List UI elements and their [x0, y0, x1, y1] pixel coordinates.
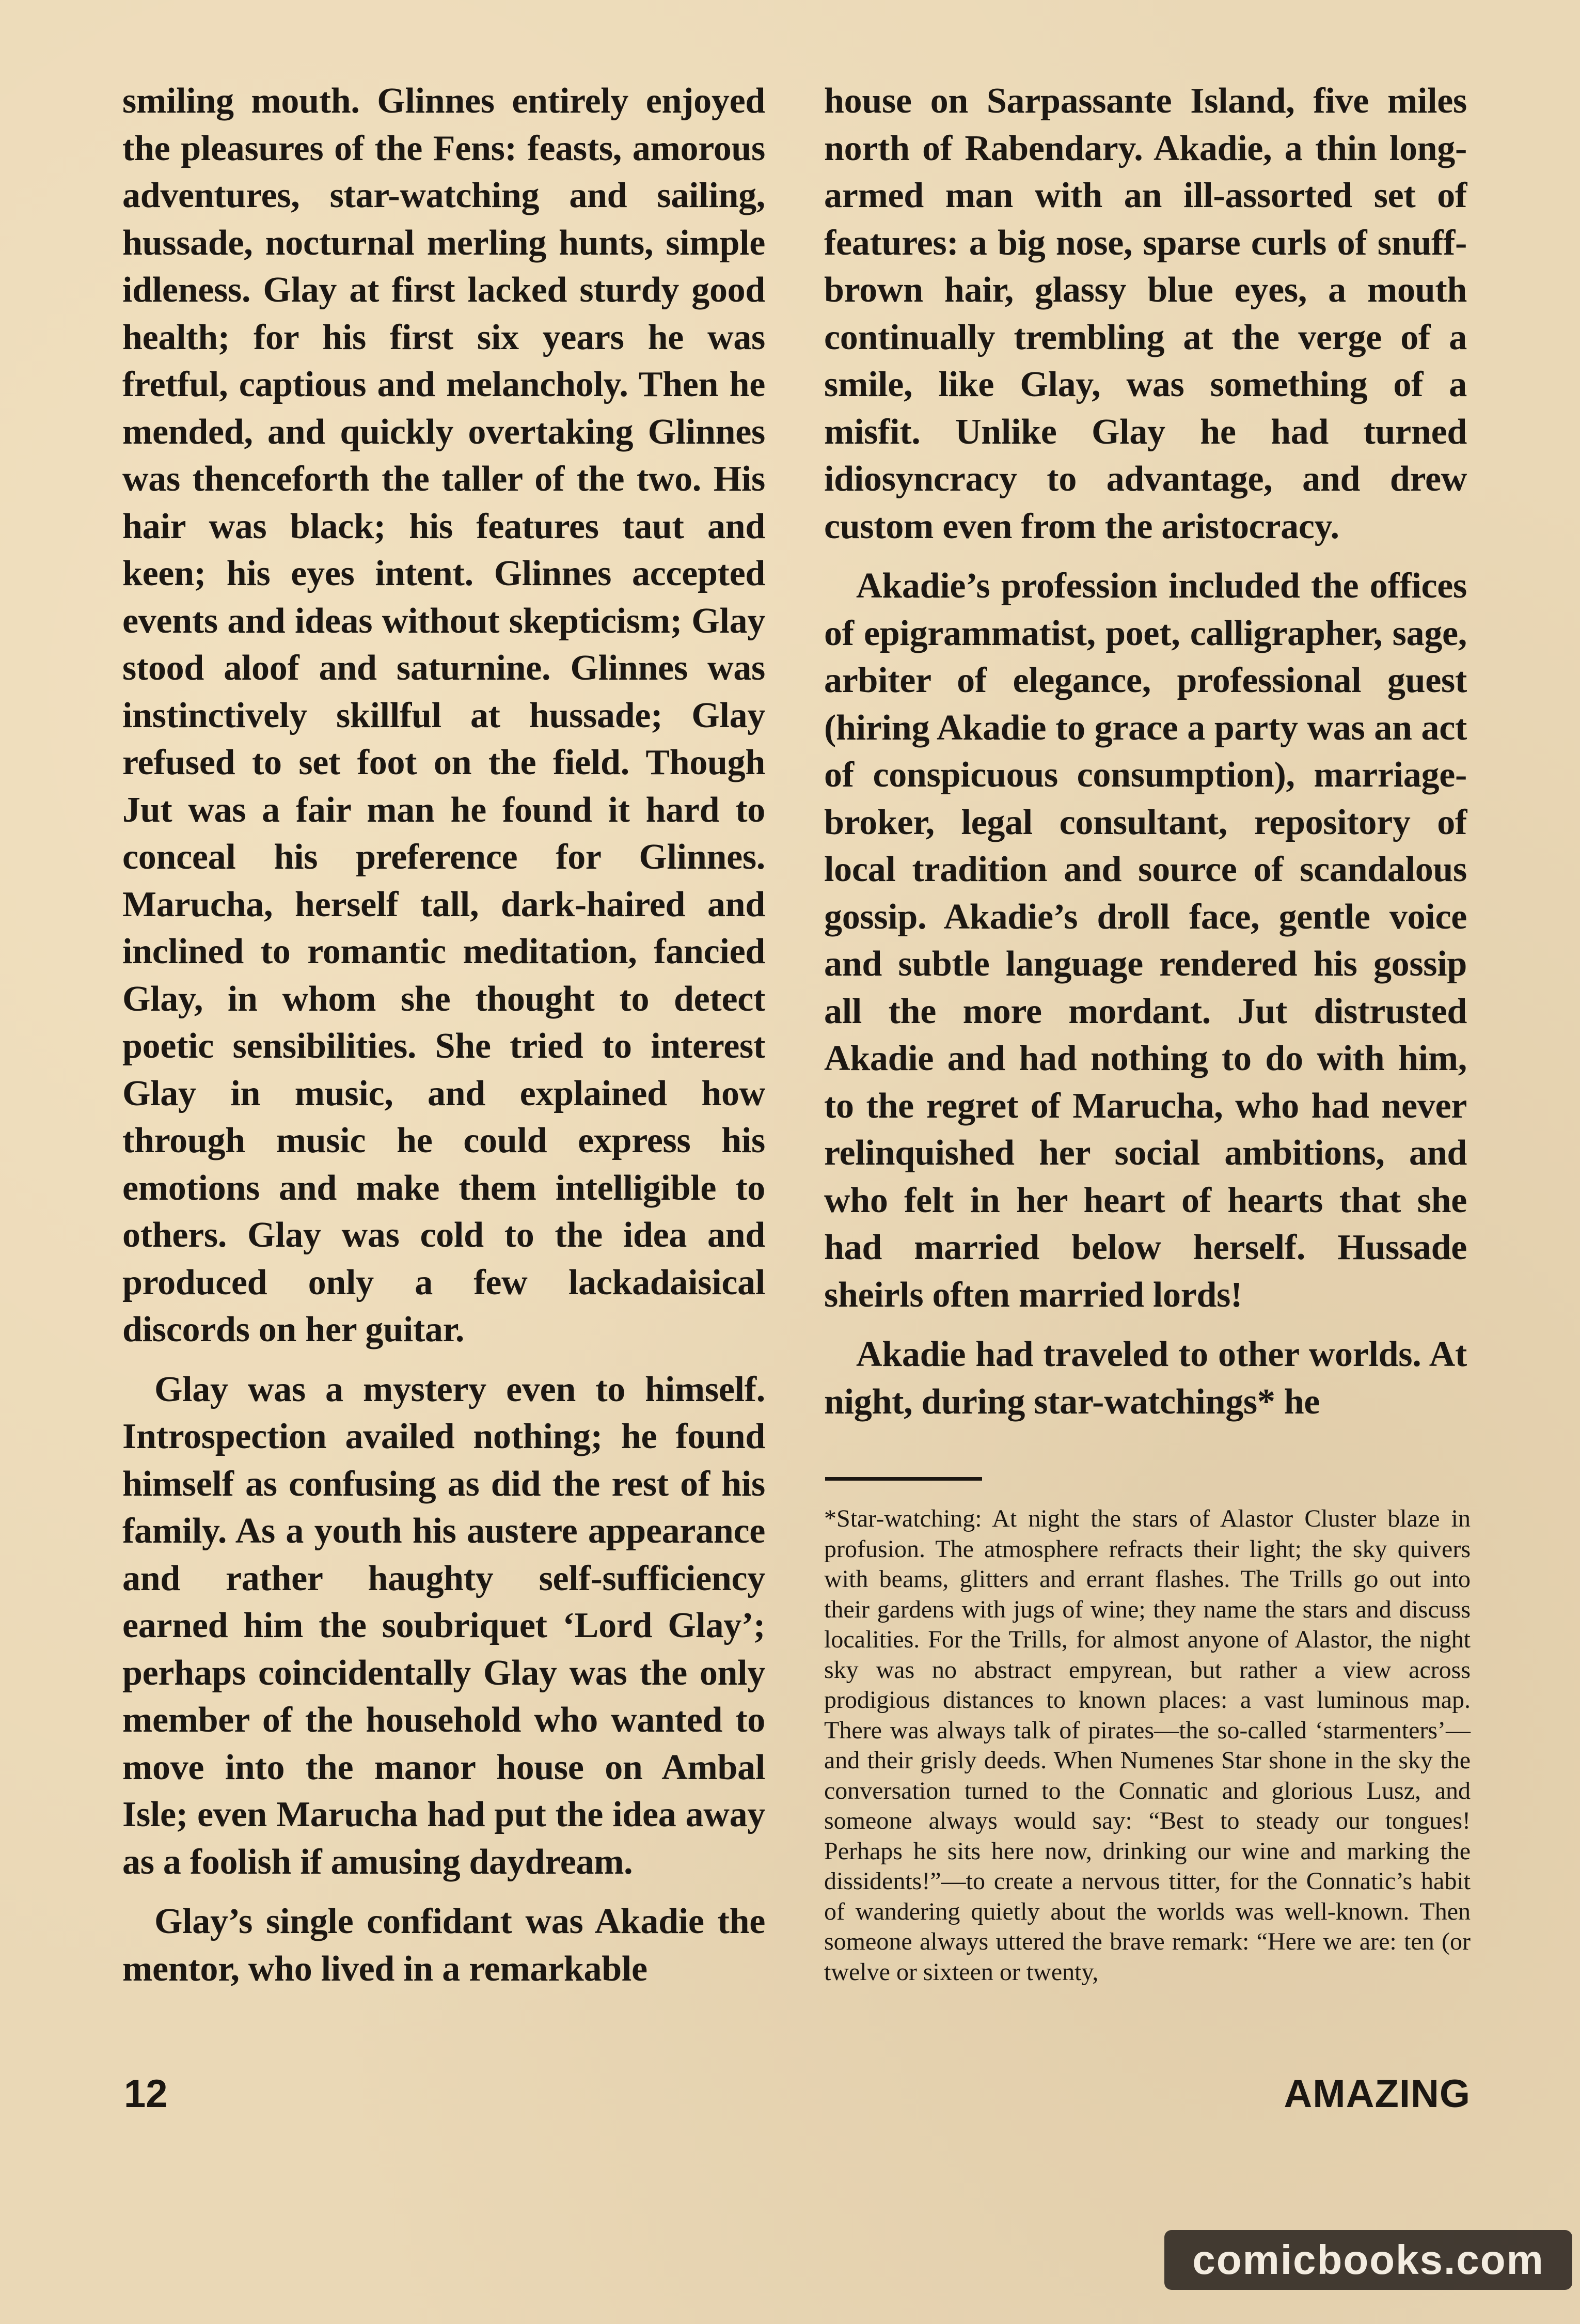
running-title: AMAZING	[1284, 2072, 1471, 2116]
watermark: comicbooks.com	[1164, 2230, 1572, 2290]
paragraph: Akadie’s profession included the offices of epigrammatist, poet, calligrapher, sage, arbiter of elegance, professional guest (hiring Akadie to grace a party was an act of conspicuous consumption), marriage-broker, legal consultant, repository of local tradition and source of scandalous gossip. Akadie’s droll face, gentle voice and subtle language rendered his gossip all the more mordant. Jut distrusted Akadie and had nothing to do with him, to the regret of Marucha, who had never relinquished her social ambitions, and who felt in her heart of hearts that she had married below herself. Hussade sheirls often married lords!	[824, 566, 1467, 1315]
paragraph: Akadie had traveled to other worlds. At night, during star-watchings* he	[824, 1334, 1467, 1422]
right-column	[824, 77, 1467, 1425]
page-number: 12	[124, 2072, 168, 2116]
footnote: *Star-watching: At night the stars of Alastor Cluster blaze in profusion. The atmosphere refracts their light; the sky quivers with beams, glitters and errant flashes. The Trills go out into their gardens with jugs of wine; they name the stars and discuss localities. For the Trills, for almost anyone of Alastor, the night sky was no abstract empyrean, but rather a view across prodigious distances to known places: a vast luminous map. There was always talk of pirates—the so-called ‘starmenters’—and their grisly deeds. When Numenes Star shone in the sky the conversation turned to the Connatic and glorious Lusz, and someone always would say: “Best to steady our tongues! Perhaps he sits here now, drinking our wine and marking the dissidents!”—to create a nervous titter, for the Connatic’s habit of wandering quietly about the worlds was well-known. Then someone always uttered the brave remark: “Here we are: ten (or twelve or sixteen or twenty,	[824, 1505, 1471, 1986]
paragraph: house on Sarpassante Island, five miles north of Rabendary. Akadie, a thin long-armed man with an ill-assorted set of features: a big nose, sparse curls of snuff-brown hair, glassy blue eyes, a mouth continually trembling at the verge of a smile, like Glay, was something of a misfit. Unlike Glay he had turned idiosyncracy to advantage, and drew custom even from the aristocracy.	[824, 81, 1467, 546]
paragraph: Glay was a mystery even to himself. Introspection availed nothing; he found himself as confusing as did the rest of his family. As a youth his austere appearance and rather haughty self-sufficiency earned him the soubriquet ‘Lord Glay’; perhaps coincidentally Glay was the only member of the household who wanted to move into the manor house on Ambal Isle; even Marucha had put the idea away as a foolish if amusing daydream.	[122, 1369, 765, 1882]
left-column	[122, 77, 765, 1992]
paragraph: smiling mouth. Glinnes entirely enjoyed the pleasures of the Fens: feasts, amorous adventures, star-watching and sailing, hussade, nocturnal merling hunts, simple idleness. Glay at first lacked sturdy good health; for his first six years he was fretful, captious and melancholy. Then he mended, and quickly overtaking Glinnes was thenceforth the taller of the two. His hair was black; his features taut and keen; his eyes intent. Glinnes accepted events and ideas without skepticism; Glay stood aloof and saturnine. Glinnes was instinctively skillful at hussade; Glay refused to set foot on the field. Though Jut was a fair man he found it hard to conceal his preference for Glinnes. Marucha, herself tall, dark-haired and inclined to romantic meditation, fancied Glay, in whom she thought to detect poetic sensibilities. She tried to interest Glay in music, and explained how through music he could express his emotions and make them intelligible to others. Glay was cold to the idea and produced only a few lackadaisical discords on her guitar.	[122, 81, 765, 1349]
paragraph: Glay’s single confidant was Akadie the mentor, who lived in a remarkable	[122, 1902, 765, 1989]
footnote-divider	[825, 1477, 982, 1481]
